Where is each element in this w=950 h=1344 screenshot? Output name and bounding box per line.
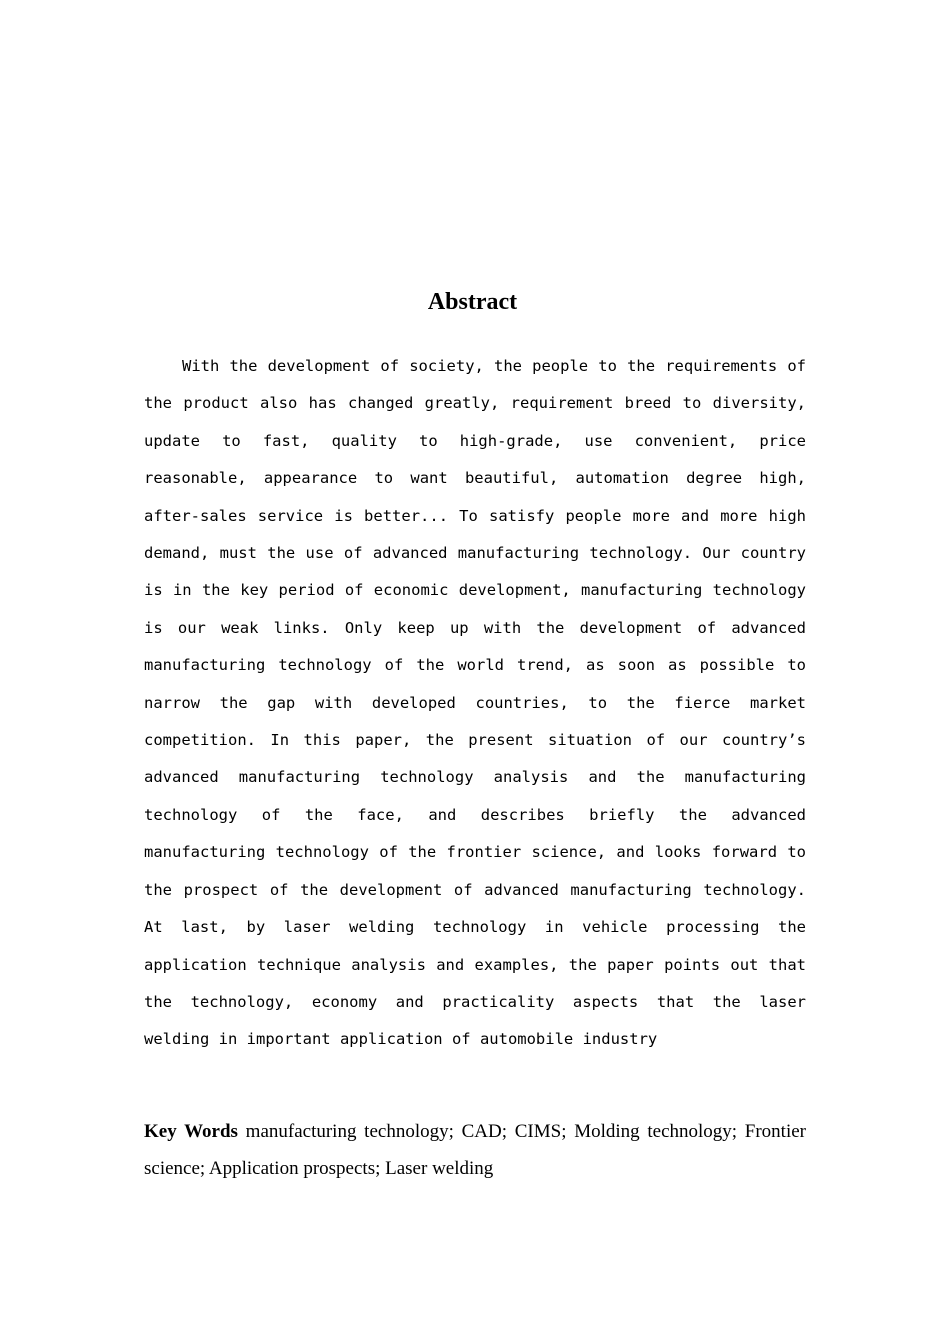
keywords-list: manufacturing technology; CAD; CIMS; Molding technology; Frontier science; Application prospects; Laser welding (144, 1121, 807, 1180)
abstract-title: Abstract (427, 289, 518, 315)
keywords-paragraph (144, 1113, 806, 1188)
abstract-body: With the development of society, the people to the requirements of the product also has changed greatly, requirement breed to diversity, update to fast, quality to high-grade, use convenient, price reasonable, appearance to want beautiful, automation degree high, after-sales service is better... To satisfy people more and more high demand, must the use of advanced manufacturing technology. Our country is in the key period of economic development, manufacturing technology is our weak links. Only keep up with the development of advanced manufacturing technology of the world trend, as soon as possible to narrow the gap with developed countries, to the fierce market competition. In this paper, the present situation of our country’s advanced manufacturing technology analysis and the manufacturing technology of the face, and describes briefly the advanced manufacturing technology of the frontier science, and looks forward to the prospect of the development of advanced manufacturing technology. At last, by laser welding technology in vehicle processing the application technique analysis and examples, the paper points out that the technology, economy and practicality aspects that the laser welding in important application of automobile industry (144, 357, 806, 1049)
keywords-label: Key Words (144, 1121, 238, 1142)
